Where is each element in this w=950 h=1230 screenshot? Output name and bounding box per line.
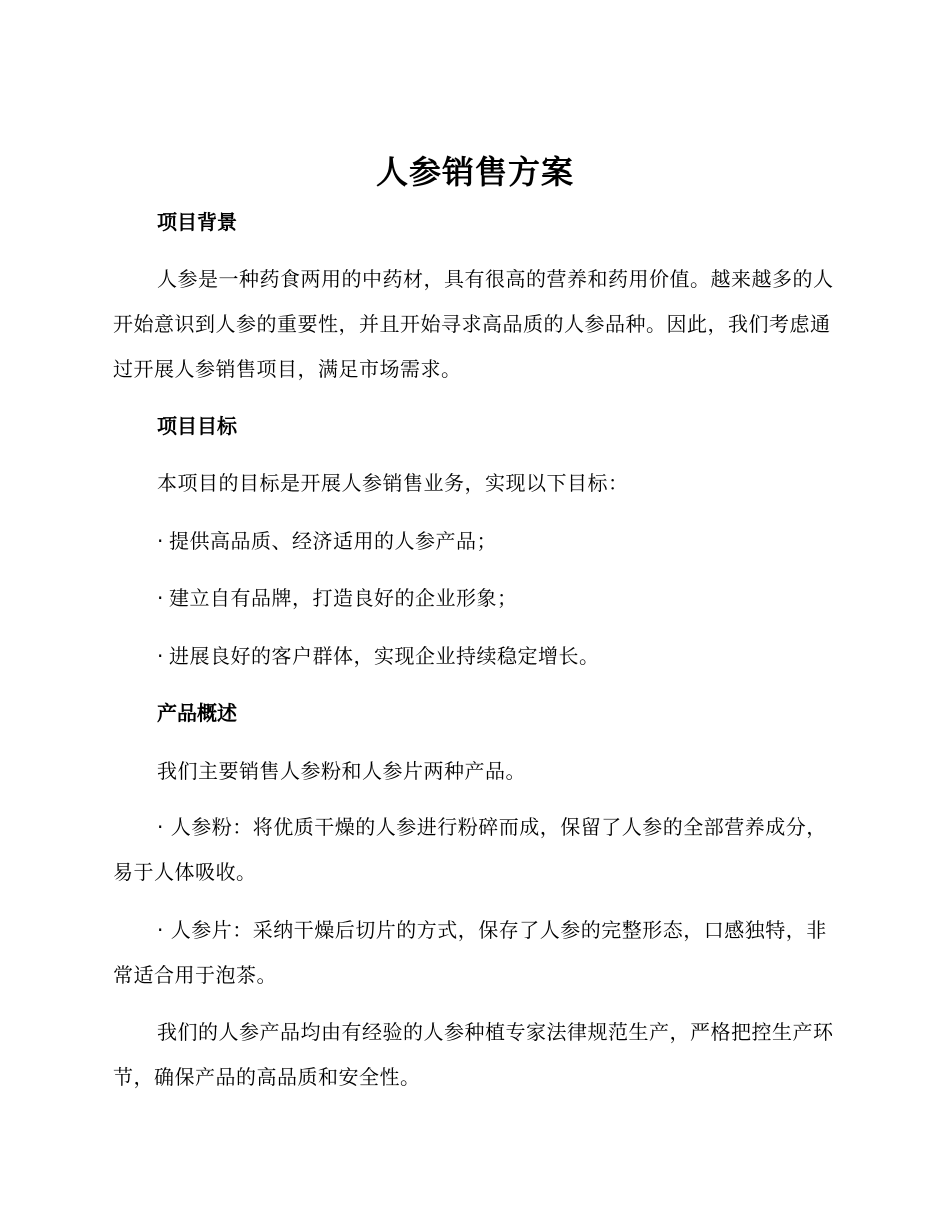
product-item-ginseng-powder: · 人参粉：将优质干燥的人参进行粉碎而成，保留了人参的全部营养成分，易于人体吸收。 [113,815,827,884]
bullet-dot-icon: · [157,586,164,610]
product-item-ginseng-slices: · 人参片：采纳干燥后切片的方式，保存了人参的完整形态，口感独特，非常适合用于泡茶。 [113,918,827,987]
document-title: 人参销售方案 [375,153,574,191]
section-heading-products: 产品概述 [157,701,237,725]
goal-bullet-text: 建立自有品牌，打造良好的企业形象； [169,586,518,610]
bullet-dot-icon: · [157,644,164,668]
section-heading-goals: 项目目标 [157,414,237,438]
background-paragraph: 人参是一种药食两用的中药材，具有很高的营养和药用价值。越来越多的人开始意识到人参的重要性，并且开始寻求高品质的人参品种。因此，我们考虑通过开展人参销售项目，满足市场需求。 [113,267,834,381]
goal-bullet-item [157,643,600,669]
products-intro: 我们主要销售人参粉和人参片两种产品。 [157,759,526,783]
section-heading-background: 项目背景 [157,210,237,234]
goal-bullet-item [157,528,497,554]
bullet-dot-icon: · [157,529,164,553]
products-closing-paragraph: 我们的人参产品均由有经验的人参种植专家法律规范生产，严格把控生产环节，确保产品的高品质和安全性。 [113,1020,834,1089]
goal-bullet-text: 进展良好的客户群体，实现企业持续稳定增长。 [169,644,600,668]
goal-bullet-text: 提供高品质、经济适用的人参产品； [169,529,497,553]
goals-intro: 本项目的目标是开展人参销售业务，实现以下目标： [157,471,629,495]
goal-bullet-item [157,585,518,611]
